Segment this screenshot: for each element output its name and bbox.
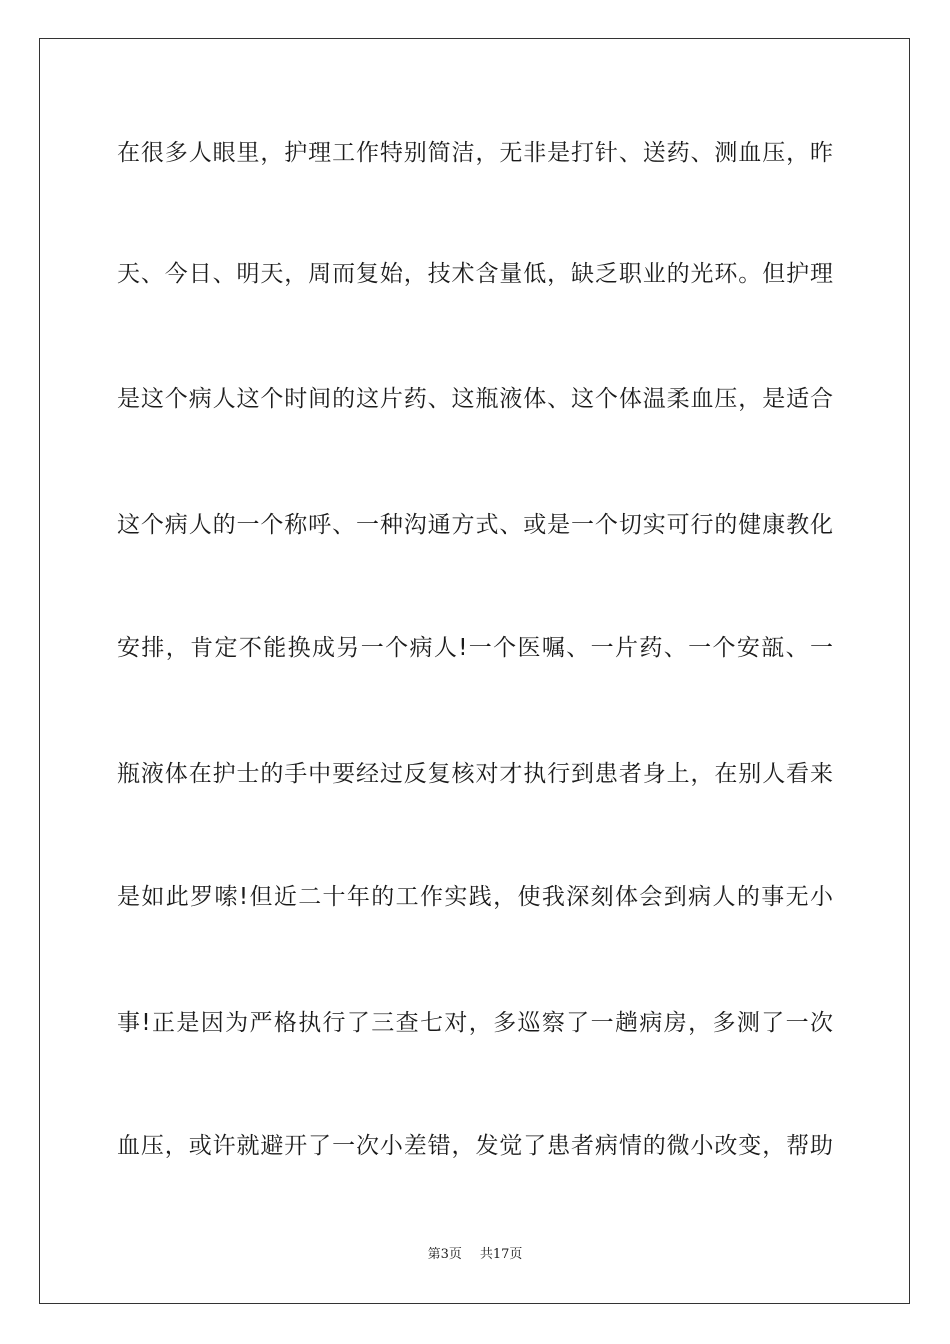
text-line-5: 安排，肯定不能换成另一个病人!一个医嘱、一片药、一个安瓿、一	[117, 635, 833, 661]
text-line-1: 在很多人眼里，护理工作特别简洁，无非是打针、送药、测血压，昨	[117, 140, 833, 166]
page-total: 共17页	[479, 1247, 523, 1262]
text-line-2: 天、今日、明天，周而复始，技术含量低，缺乏职业的光环。但护理	[117, 261, 833, 287]
text-line-9: 血压，或许就避开了一次小差错，发觉了患者病情的微小改变，帮助	[117, 1133, 833, 1159]
text-line-4: 这个病人的一个称呼、一种沟通方式、或是一个切实可行的健康教化	[117, 512, 833, 538]
page-number: 第3页	[427, 1247, 462, 1262]
text-line-7: 是如此罗嗦!但近二十年的工作实践，使我深刻体会到病人的事无小	[117, 884, 833, 910]
page-footer	[0, 1246, 950, 1264]
page-border	[39, 38, 910, 1304]
text-line-3: 是这个病人这个时间的这片药、这瓶液体、这个体温柔血压，是适合	[117, 386, 833, 412]
text-line-6: 瓶液体在护士的手中要经过反复核对才执行到患者身上，在别人看来	[117, 761, 833, 787]
text-line-8: 事!正是因为严格执行了三查七对，多巡察了一趟病房，多测了一次	[117, 1010, 833, 1036]
